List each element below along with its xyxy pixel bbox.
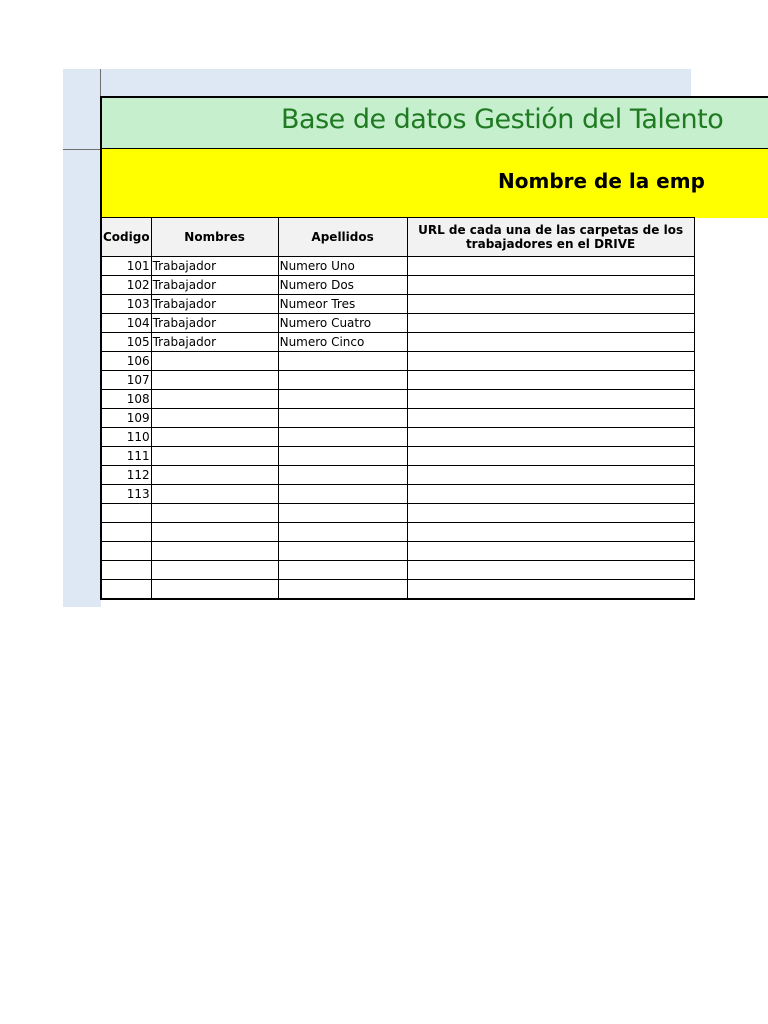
cell-codigo[interactable] — [101, 504, 151, 523]
cell-url[interactable] — [407, 390, 694, 409]
cell-apellidos[interactable] — [278, 466, 407, 485]
cell-url[interactable] — [407, 523, 694, 542]
cell-url[interactable] — [407, 447, 694, 466]
cell-nombres[interactable]: Trabajador — [151, 333, 278, 352]
employee-table — [100, 217, 695, 600]
sheet-title: Base de datos Gestión del Talento — [281, 104, 724, 135]
cell-codigo[interactable]: 113 — [101, 485, 151, 504]
column-header-codigo[interactable]: Codigo — [101, 218, 151, 257]
cell-nombres[interactable] — [151, 390, 278, 409]
cell-apellidos[interactable] — [278, 523, 407, 542]
cell-url[interactable] — [407, 257, 694, 276]
sheet-top-frame — [63, 69, 691, 97]
cell-nombres[interactable] — [151, 485, 278, 504]
table-row — [101, 466, 694, 485]
table-row — [101, 371, 694, 390]
cell-url[interactable] — [407, 314, 694, 333]
cell-apellidos[interactable] — [278, 409, 407, 428]
cell-url[interactable] — [407, 485, 694, 504]
cell-codigo[interactable] — [101, 561, 151, 580]
table-row — [101, 257, 694, 276]
cell-url[interactable] — [407, 409, 694, 428]
cell-nombres[interactable] — [151, 466, 278, 485]
table-row — [101, 504, 694, 523]
cell-url[interactable] — [407, 504, 694, 523]
cell-nombres[interactable]: Trabajador — [151, 276, 278, 295]
cell-apellidos[interactable] — [278, 504, 407, 523]
cell-apellidos[interactable] — [278, 371, 407, 390]
cell-nombres[interactable] — [151, 561, 278, 580]
table-row — [101, 352, 694, 371]
table-row — [101, 333, 694, 352]
cell-nombres[interactable] — [151, 504, 278, 523]
cell-apellidos[interactable] — [278, 352, 407, 371]
cell-url[interactable] — [407, 333, 694, 352]
cell-codigo[interactable]: 102 — [101, 276, 151, 295]
table-row — [101, 561, 694, 580]
cell-url[interactable] — [407, 561, 694, 580]
cell-nombres[interactable] — [151, 447, 278, 466]
cell-apellidos[interactable] — [278, 542, 407, 561]
cell-nombres[interactable] — [151, 580, 278, 600]
column-header-apellidos[interactable]: Apellidos — [278, 218, 407, 257]
cell-codigo[interactable]: 104 — [101, 314, 151, 333]
company-banner — [100, 149, 768, 218]
table-row — [101, 580, 694, 600]
cell-codigo[interactable]: 105 — [101, 333, 151, 352]
table-row — [101, 295, 694, 314]
cell-apellidos[interactable] — [278, 561, 407, 580]
table-row — [101, 276, 694, 295]
cell-url[interactable] — [407, 466, 694, 485]
cell-apellidos[interactable] — [278, 428, 407, 447]
table-header-row — [101, 218, 694, 257]
cell-apellidos[interactable]: Numero Cinco — [278, 333, 407, 352]
cell-nombres[interactable] — [151, 371, 278, 390]
cell-codigo[interactable]: 101 — [101, 257, 151, 276]
cell-codigo[interactable] — [101, 542, 151, 561]
cell-url[interactable] — [407, 580, 694, 600]
column-header-nombres[interactable]: Nombres — [151, 218, 278, 257]
cell-apellidos[interactable] — [278, 580, 407, 600]
cell-url[interactable] — [407, 428, 694, 447]
cell-apellidos[interactable] — [278, 485, 407, 504]
cell-url[interactable] — [407, 542, 694, 561]
column-header-url[interactable]: URL de cada una de las carpetas de los trabajadores en el DRIVE — [407, 218, 694, 257]
cell-codigo[interactable]: 109 — [101, 409, 151, 428]
table-row — [101, 390, 694, 409]
cell-codigo[interactable]: 112 — [101, 466, 151, 485]
table-row — [101, 314, 694, 333]
cell-apellidos[interactable]: Numero Cuatro — [278, 314, 407, 333]
table-row — [101, 542, 694, 561]
cell-apellidos[interactable] — [278, 390, 407, 409]
cell-codigo[interactable]: 106 — [101, 352, 151, 371]
table-row — [101, 428, 694, 447]
cell-nombres[interactable] — [151, 352, 278, 371]
cell-apellidos[interactable]: Numero Uno — [278, 257, 407, 276]
table-row — [101, 409, 694, 428]
cell-codigo[interactable]: 108 — [101, 390, 151, 409]
frame-divider — [63, 149, 101, 150]
cell-apellidos[interactable] — [278, 447, 407, 466]
table-row — [101, 447, 694, 466]
company-name: Nombre de la emp — [498, 169, 705, 193]
cell-url[interactable] — [407, 295, 694, 314]
cell-nombres[interactable]: Trabajador — [151, 314, 278, 333]
cell-nombres[interactable] — [151, 409, 278, 428]
cell-codigo[interactable]: 110 — [101, 428, 151, 447]
cell-nombres[interactable] — [151, 428, 278, 447]
cell-url[interactable] — [407, 276, 694, 295]
cell-codigo[interactable]: 103 — [101, 295, 151, 314]
cell-apellidos[interactable]: Numeor Tres — [278, 295, 407, 314]
frame-divider — [100, 69, 101, 97]
cell-url[interactable] — [407, 352, 694, 371]
cell-codigo[interactable]: 111 — [101, 447, 151, 466]
cell-nombres[interactable] — [151, 542, 278, 561]
table-row — [101, 523, 694, 542]
table-row — [101, 485, 694, 504]
cell-nombres[interactable]: Trabajador — [151, 295, 278, 314]
cell-nombres[interactable]: Trabajador — [151, 257, 278, 276]
cell-url[interactable] — [407, 371, 694, 390]
cell-nombres[interactable] — [151, 523, 278, 542]
cell-codigo[interactable] — [101, 580, 151, 600]
cell-codigo[interactable]: 107 — [101, 371, 151, 390]
cell-codigo[interactable] — [101, 523, 151, 542]
cell-apellidos[interactable]: Numero Dos — [278, 276, 407, 295]
title-banner — [100, 96, 768, 149]
